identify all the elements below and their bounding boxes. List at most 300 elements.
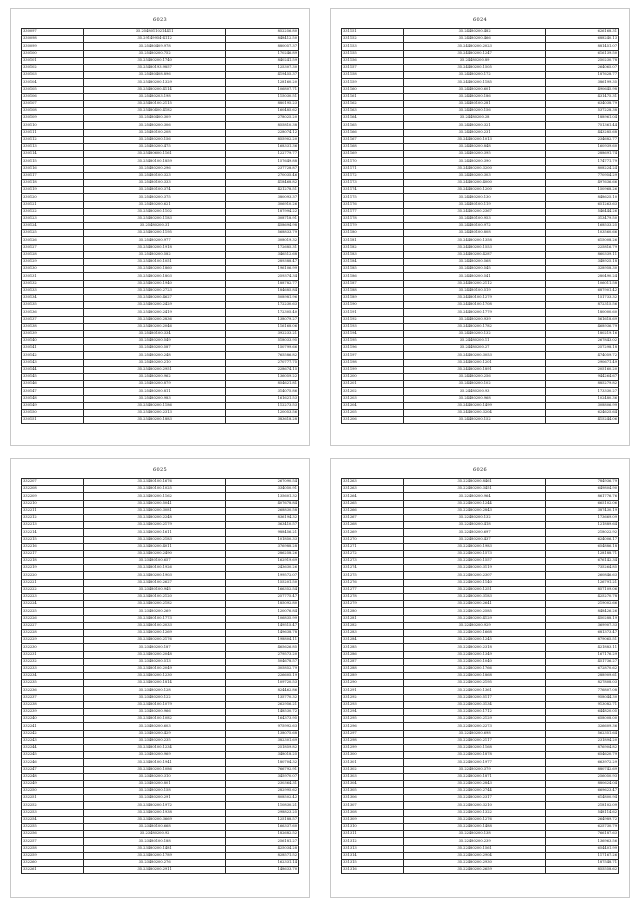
parcel-id-cell: 330117: [22, 172, 84, 179]
value-cell: 102480.36: [546, 395, 619, 402]
value-cell: 615008.26: [546, 237, 619, 244]
coordinate-cell: 35.25480200.2836: [83, 316, 225, 323]
coordinate-cell: 35.22480200.1488: [403, 824, 545, 831]
parcel-id-cell: 332244: [22, 744, 84, 751]
table-row: [22, 316, 299, 323]
table-row: [342, 514, 619, 521]
table-row: [342, 536, 619, 543]
parcel-id-cell: 330118: [22, 179, 84, 186]
coordinate-cell: 35.25480200.2419: [83, 309, 225, 316]
coordinate-cell: 35.23480200.2911: [83, 867, 225, 874]
table-row: [342, 36, 619, 43]
coordinate-cell: 35.22480200.1983: [403, 543, 545, 550]
table-row: [22, 223, 299, 230]
table-row: [342, 795, 619, 802]
parcel-id-cell: 332255: [22, 824, 84, 831]
table-row: [342, 345, 619, 352]
value-cell: 168331.36: [226, 144, 299, 151]
coordinate-cell: 35.24480200.4287: [403, 251, 545, 258]
coordinate-cell: 35.22480200.1766: [403, 665, 545, 672]
parcel-id-cell: 330124: [22, 223, 84, 230]
parcel-id-cell: 330148: [22, 395, 84, 402]
coordinate-cell: 35.23480200.2182: [83, 601, 225, 608]
value-cell: 120076.84: [226, 608, 299, 615]
parcel-id-cell: 330142: [22, 352, 84, 359]
parcel-id-cell: 331269: [342, 529, 404, 536]
value-cell: 198804.11: [226, 637, 299, 644]
coordinate-cell: 35.23480100.668: [83, 824, 225, 831]
coordinate-cell: 35.24480200.3200: [403, 165, 545, 172]
parcel-id-cell: 330107: [22, 100, 84, 107]
table-row: [22, 108, 299, 115]
coordinate-cell: 35.22480200.2129: [403, 716, 545, 723]
table-row: [22, 345, 299, 352]
parcel-id-cell: 331170: [342, 158, 404, 165]
value-cell: 231894.20: [546, 737, 619, 744]
parcel-id-cell: 330144: [22, 366, 84, 373]
value-cell: 651263.63: [546, 201, 619, 208]
value-cell: 348925.18: [546, 259, 619, 266]
parcel-id-cell: 330137: [22, 316, 84, 323]
parcel-id-cell: 330105: [22, 86, 84, 93]
table-row: [342, 773, 619, 780]
value-cell: 257298.18: [546, 345, 619, 352]
coordinate-cell: 35.24480200.1553: [403, 244, 545, 251]
parcel-id-cell: 331197: [342, 352, 404, 359]
parcel-id-cell: 331263: [342, 486, 404, 493]
table-row: [22, 694, 299, 701]
coordinate-cell: 35.24480200.89: [403, 57, 545, 64]
table-row: [22, 366, 299, 373]
table-row: [342, 558, 619, 565]
table-row: [22, 637, 299, 644]
parcel-id-cell: 331188: [342, 287, 404, 294]
value-cell: 504678.57: [226, 658, 299, 665]
table-row: [342, 194, 619, 201]
table-row: [22, 788, 299, 795]
coordinate-cell: 35.22480200.929: [403, 622, 545, 629]
coordinate-cell: 35.23480100.1941: [83, 759, 225, 766]
parcel-id-cell: 332223: [22, 594, 84, 601]
table-row: [22, 287, 299, 294]
value-cell: 314075.86: [226, 388, 299, 395]
coordinate-cell: 35.22480200.697: [403, 529, 545, 536]
parcel-id-cell: 331298: [342, 737, 404, 744]
coordinate-cell: 35.23480100.2049: [83, 665, 225, 672]
page-title: 6024: [473, 17, 487, 23]
value-cell: 260846.63: [546, 572, 619, 579]
value-cell: 634038.79: [546, 100, 619, 107]
coordinate-cell: 35.22480200.1878: [403, 752, 545, 759]
value-cell: 161621.53: [226, 395, 299, 402]
coordinate-cell: 35.23480100.1676: [83, 479, 225, 486]
value-cell: 173330.27: [546, 388, 619, 395]
table-row: [342, 29, 619, 36]
value-cell: 880624.04: [546, 780, 619, 787]
table-row: [342, 417, 619, 424]
parcel-id-cell: 331166: [342, 129, 404, 136]
parcel-id-cell: 332221: [22, 579, 84, 586]
table-row: [342, 809, 619, 816]
value-cell: 443285.68: [546, 129, 619, 136]
value-cell: 765586.82: [226, 352, 299, 359]
table-row: [22, 579, 299, 586]
coordinate-cell: 35.24480200.1891: [403, 366, 545, 373]
value-cell: 431475.31: [546, 93, 619, 100]
value-cell: 185092.80: [226, 601, 299, 608]
parcel-id-cell: 330132: [22, 280, 84, 287]
parcel-id-cell: 331292: [342, 694, 404, 701]
parcel-id-cell: 332220: [22, 572, 84, 579]
page-title: 6025: [153, 467, 167, 473]
parcel-id-cell: 330104: [22, 79, 84, 86]
coordinate-cell: 35.23480200.969: [83, 752, 225, 759]
table-row: [342, 522, 619, 529]
table-row: [22, 57, 299, 64]
value-cell: 257775.47: [226, 594, 299, 601]
parcel-id-cell: 332250: [22, 788, 84, 795]
table-row: [342, 151, 619, 158]
table-row: [342, 622, 619, 629]
parcel-id-cell: 331202: [342, 388, 404, 395]
coordinate-cell: 35.22480200.2317: [403, 795, 545, 802]
parcel-id-cell: 331201: [342, 381, 404, 388]
coordinate-cell: 35.25480200.2951: [83, 366, 225, 373]
value-cell: 120053.56: [226, 409, 299, 416]
parcel-id-cell: 332218: [22, 558, 84, 565]
coordinate-cell: 35.23480200.1230: [83, 673, 225, 680]
parcel-id-cell: 331204: [342, 402, 404, 409]
value-cell: 848625.10: [546, 194, 619, 201]
value-cell: 852256.80: [226, 29, 299, 36]
coordinate-cell: 35.24480100.972: [403, 223, 545, 230]
value-cell: 857109.06: [546, 586, 619, 593]
value-cell: 425034.28: [226, 845, 299, 852]
table-row: [22, 79, 299, 86]
parcel-id-cell: 331181: [342, 237, 404, 244]
value-cell: 262956.21: [226, 701, 299, 708]
table-row: [22, 64, 299, 71]
parcel-id-cell: 332212: [22, 514, 84, 521]
value-cell: 286258.26: [226, 550, 299, 557]
table-row: [342, 694, 619, 701]
coordinate-cell: 35.24480200.968: [403, 395, 545, 402]
parcel-id-cell: 332257: [22, 838, 84, 845]
parcel-id-cell: 331265: [342, 500, 404, 507]
parcel-id-cell: 331291: [342, 687, 404, 694]
table-row: [342, 273, 619, 280]
table-row: [342, 208, 619, 215]
parcel-id-cell: 331297: [342, 730, 404, 737]
parcel-id-cell: 331281: [342, 615, 404, 622]
coordinate-cell: 35.25480200.549: [83, 338, 225, 345]
coordinate-cell: 35.23480200.92: [83, 831, 225, 838]
coordinate-cell: 35.23480100.657: [83, 558, 225, 565]
coordinate-cell: 35.23480200.1086: [83, 766, 225, 773]
table-row: [22, 629, 299, 636]
coordinate-cell: 35.25480200.306: [83, 122, 225, 129]
coordinate-cell: 35.22480200.2641: [403, 601, 545, 608]
coordinate-cell: 35.22480200.2117: [403, 737, 545, 744]
parcel-id-cell: 331272: [342, 550, 404, 557]
value-cell: 168533.25: [546, 223, 619, 230]
value-cell: 226605.19: [226, 673, 299, 680]
parcel-id-cell: 332208: [22, 486, 84, 493]
parcel-id-cell: 330112: [22, 136, 84, 143]
value-cell: 180000.60: [546, 309, 619, 316]
value-cell: 279573.20: [226, 651, 299, 658]
parcel-id-cell: 331294: [342, 709, 404, 716]
coordinate-cell: 35.25480100.208: [83, 129, 225, 136]
table-row: [342, 172, 619, 179]
coordinate-cell: 35.25480200.248: [83, 352, 225, 359]
value-cell: 808502.42: [226, 795, 299, 802]
value-cell: 881451.07: [546, 43, 619, 50]
table-row: [22, 780, 299, 787]
table-row: [22, 594, 299, 601]
parcel-id-cell: 330100: [22, 50, 84, 57]
parcel-id-cell: 331165: [342, 122, 404, 129]
value-cell: 546444.26: [546, 208, 619, 215]
table-row: [22, 859, 299, 866]
table-row: [342, 507, 619, 514]
coordinate-cell: 35.22480200.1245: [403, 637, 545, 644]
table-row: [342, 230, 619, 237]
value-cell: 465626.85: [226, 644, 299, 651]
parcel-id-cell: 331270: [342, 536, 404, 543]
table-row: [342, 859, 619, 866]
value-cell: 259374.34: [226, 273, 299, 280]
value-cell: 537228.38: [546, 108, 619, 115]
coordinate-cell: 35.23480200.2183: [83, 536, 225, 543]
value-cell: 958044.30: [546, 694, 619, 701]
value-cell: 363410.57: [226, 522, 299, 529]
parcel-id-cell: 331171: [342, 165, 404, 172]
coordinate-cell: 35.25480193.9857: [83, 64, 225, 71]
table-row: [342, 287, 619, 294]
parcel-id-cell: 330099: [22, 43, 84, 50]
table-row: [22, 838, 299, 845]
table-row: [342, 723, 619, 730]
value-cell: 298823.25: [226, 809, 299, 816]
table-row: [22, 845, 299, 852]
parcel-id-cell: 330116: [22, 165, 84, 172]
parcel-id-cell: 331280: [342, 608, 404, 615]
table-row: [22, 172, 299, 179]
parcel-id-cell: 331159: [342, 79, 404, 86]
table-row: [22, 500, 299, 507]
coordinate-cell: 35.23480200.4011: [83, 543, 225, 550]
value-cell: 164373.95: [226, 716, 299, 723]
page-title: 6023: [153, 17, 167, 23]
value-cell: 199572.07: [226, 572, 299, 579]
table-row: [22, 773, 299, 780]
coordinate-cell: 35.22480200.3210: [403, 802, 545, 809]
value-cell: 975992.63: [226, 723, 299, 730]
coordinate-cell: 35.23480100.1773: [83, 615, 225, 622]
coordinate-cell: 35.22480200.1251: [403, 586, 545, 593]
coordinate-cell: 35.23480200.3081: [83, 507, 225, 514]
value-cell: 383618.28: [226, 417, 299, 424]
coordinate-cell: 35.24480200.256: [403, 374, 545, 381]
coordinate-cell: 35.22480200.1573: [403, 550, 545, 557]
table-row: [342, 402, 619, 409]
coordinate-cell: 35.22480200.132: [403, 514, 545, 521]
value-cell: 474059.72: [546, 352, 619, 359]
parcel-id-cell: 332219: [22, 565, 84, 572]
coordinate-cell: 35.25480400.309: [83, 115, 225, 122]
coordinate-cell: 35.24480200.601: [403, 86, 545, 93]
table-row: [22, 179, 299, 186]
value-cell: 625730.79: [546, 824, 619, 831]
parcel-id-cell: 330114: [22, 151, 84, 158]
table-row: [342, 409, 619, 416]
parcel-id-cell: 331203: [342, 395, 404, 402]
value-cell: 913082.71: [546, 701, 619, 708]
value-cell: 382301.69: [226, 737, 299, 744]
coordinate-cell: 35.23480200.310: [83, 773, 225, 780]
parcel-id-cell: 331178: [342, 215, 404, 222]
parcel-id-cell: 332237: [22, 694, 84, 701]
coordinate-cell: 35.23480100.1079: [83, 701, 225, 708]
value-cell: 188961.04: [546, 115, 619, 122]
coordinate-cell: 35.23480200.128: [83, 687, 225, 694]
value-cell: 305852.79: [226, 665, 299, 672]
table-row: [22, 572, 299, 579]
value-cell: 228074.12: [226, 129, 299, 136]
table-row: [342, 788, 619, 795]
table-row: [342, 744, 619, 751]
coordinate-cell: 35.23480200.801: [83, 780, 225, 787]
table-row: [22, 338, 299, 345]
value-cell: 184685.84: [226, 287, 299, 294]
coordinate-cell: 35.22480200.2930: [403, 859, 545, 866]
value-cell: 219002.66: [546, 601, 619, 608]
table-row: [342, 86, 619, 93]
parcel-id-cell: 332232: [22, 658, 84, 665]
table-row: [22, 244, 299, 251]
coordinate-cell: 35.22480200.2843: [403, 507, 545, 514]
parcel-id-cell: 332248: [22, 773, 84, 780]
value-cell: 386199.35: [546, 79, 619, 86]
table-row: [342, 251, 619, 258]
coordinate-cell: 35.22480200.3119: [403, 565, 545, 572]
table-row: [22, 208, 299, 215]
value-cell: 256050.93: [546, 773, 619, 780]
coordinate-cell: 35.23480100.2120: [83, 594, 225, 601]
coordinate-cell: 35.25480100.334: [83, 330, 225, 337]
value-cell: 225816.79: [546, 244, 619, 251]
coordinate-cell: 35.24480100.519: [403, 287, 545, 294]
table-row: [22, 302, 299, 309]
value-cell: 392233.21: [226, 330, 299, 337]
parcel-id-cell: 330133: [22, 287, 84, 294]
table-row: [22, 72, 299, 79]
value-cell: 879065.51: [546, 637, 619, 644]
parcel-id-cell: 331206: [342, 417, 404, 424]
table-row: [22, 144, 299, 151]
coordinate-cell: 35.23480200.291: [83, 795, 225, 802]
value-cell: 308019.32: [226, 237, 299, 244]
value-cell: 289388.47: [226, 259, 299, 266]
value-cell: 267843.02: [546, 338, 619, 345]
parcel-id-cell: 331156: [342, 57, 404, 64]
table-row: [22, 658, 299, 665]
value-cell: 267090.54: [226, 479, 299, 486]
coordinate-cell: 35.24480200.93: [403, 388, 545, 395]
parcel-id-cell: 331268: [342, 522, 404, 529]
coordinate-cell: 35.25480200.475: [83, 144, 225, 151]
table-row: [22, 824, 299, 831]
parcel-id-cell: 330136: [22, 309, 84, 316]
coordinate-cell: 35.22480200.1561: [403, 845, 545, 852]
table-row: [342, 93, 619, 100]
coordinate-cell: 35.24480200.2367: [403, 208, 545, 215]
coordinate-cell: 35.23480200.1972: [83, 802, 225, 809]
table-row: [342, 615, 619, 622]
value-cell: 218022.92: [546, 529, 619, 536]
parcel-id-cell: 331299: [342, 744, 404, 751]
value-cell: 280490.24: [546, 273, 619, 280]
coordinate-cell: 35.29149954-4112: [83, 36, 225, 43]
coordinate-cell: 35.22480200.3451: [403, 486, 545, 493]
value-cell: 681373.47: [546, 629, 619, 636]
parcel-id-cell: 331152: [342, 36, 404, 43]
coordinate-cell: 35.23480100.2627: [83, 579, 225, 586]
table-row: [342, 79, 619, 86]
table-row: [342, 658, 619, 665]
parcel-id-cell: 332216: [22, 543, 84, 550]
value-cell: 676142.34: [546, 558, 619, 565]
parcel-id-cell: 331304: [342, 780, 404, 787]
coordinate-cell: 35.25480200.296: [83, 165, 225, 172]
parcel-id-cell: 332243: [22, 737, 84, 744]
coordinate-cell: 35.25480200.1186: [83, 402, 225, 409]
table-row: [342, 129, 619, 136]
value-cell: 103560.66: [546, 230, 619, 237]
table-row: [342, 486, 619, 493]
value-cell: 288909.61: [546, 673, 619, 680]
table-row: [22, 402, 299, 409]
parcel-id-cell: 332234: [22, 673, 84, 680]
table-row: [342, 144, 619, 151]
coordinate-cell: 35.25480200.2313: [83, 409, 225, 416]
table-row: [22, 687, 299, 694]
table-row: [22, 50, 299, 57]
coordinate-cell: 35.24480200.172: [403, 72, 545, 79]
coordinate-cell: 35.22480200.418: [403, 522, 545, 529]
parcel-id-cell: 331274: [342, 565, 404, 572]
parcel-id-cell: 332228: [22, 629, 84, 636]
parcel-id-cell: 331303: [342, 773, 404, 780]
parcel-id-cell: 331293: [342, 701, 404, 708]
coordinate-cell: 35.25480408.896: [83, 72, 225, 79]
parcel-id-cell: 332252: [22, 802, 84, 809]
value-cell: 855558.62: [546, 867, 619, 874]
table-row: [22, 417, 299, 424]
coordinate-cell: 35.22480200.2195: [403, 680, 545, 687]
coordinate-cell: 35.22480200.1140: [403, 579, 545, 586]
parcel-id-cell: 331186: [342, 273, 404, 280]
parcel-id-cell: 330140: [22, 338, 84, 345]
value-cell: 187994.22: [226, 208, 299, 215]
parcel-id-cell: 331267: [342, 514, 404, 521]
table-row: [342, 259, 619, 266]
parcel-id-cell: 331273: [342, 558, 404, 565]
coordinate-cell: 35.24480200.102: [403, 381, 545, 388]
table-row: [22, 122, 299, 129]
value-cell: 172305.40: [226, 309, 299, 316]
